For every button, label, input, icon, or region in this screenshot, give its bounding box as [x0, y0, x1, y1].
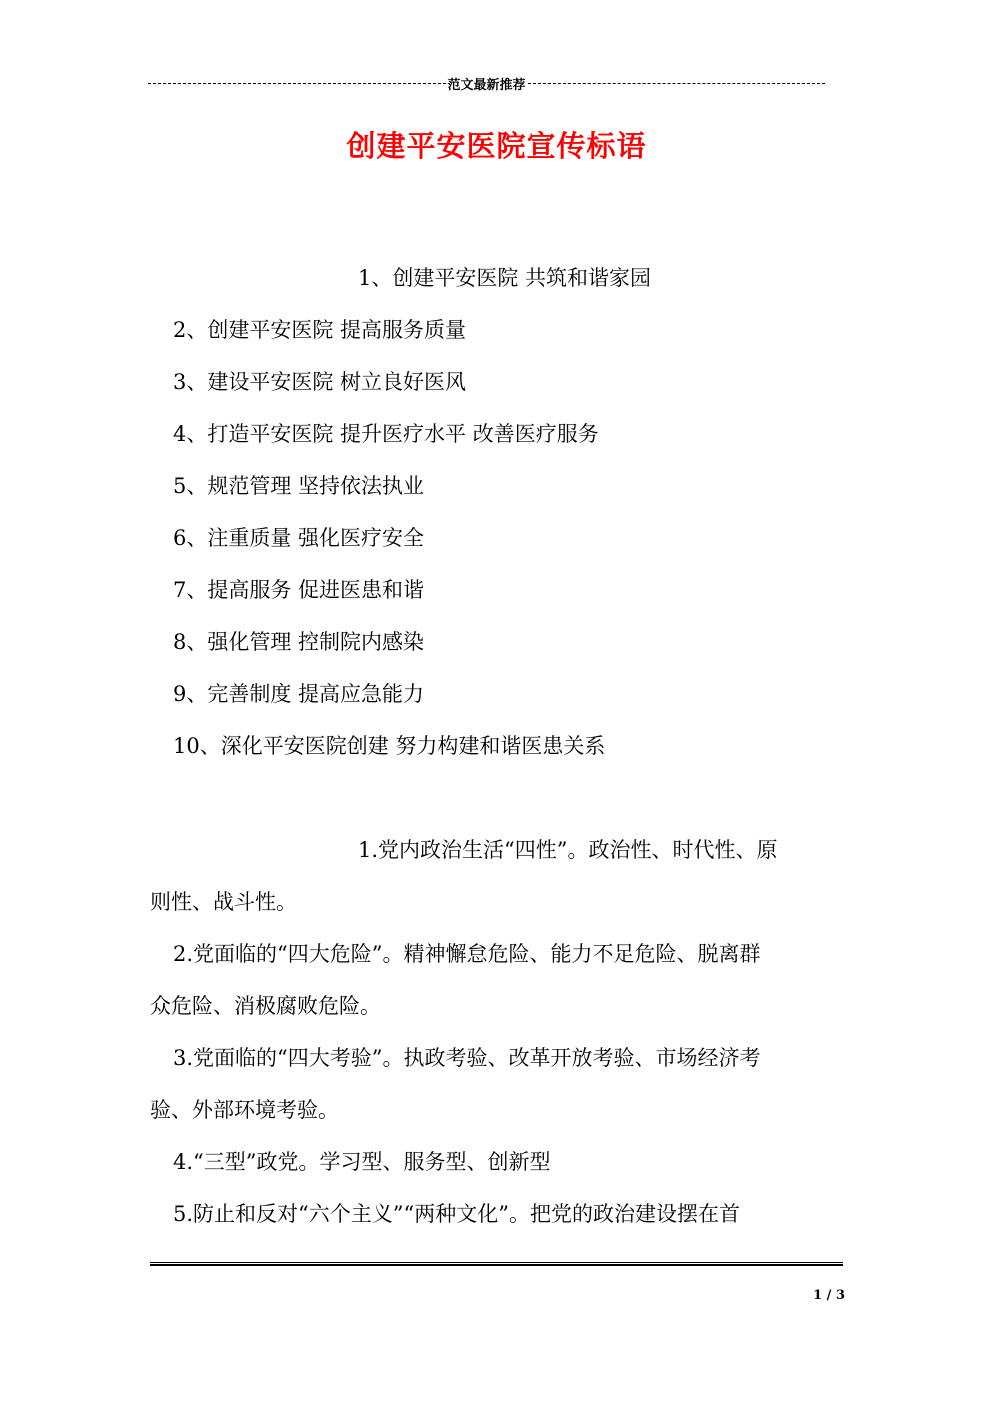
- footer-rule: [150, 1262, 843, 1266]
- slogan-2: 2、创建平安医院 提高服务质量: [173, 318, 467, 342]
- slogan-7: 7、提高服务 促进医患和谐: [173, 578, 425, 602]
- party-line-8: 5.防止和反对“六个主义”“两种文化”。把党的政治建设摆在首: [173, 1202, 740, 1226]
- party-line-5: 3.党面临的“四大考验”。执政考验、改革开放考验、市场经济考: [173, 1046, 761, 1070]
- slogan-4: 4、打造平安医院 提升医疗水平 改善医疗服务: [173, 422, 599, 446]
- page-number: 1 / 3: [813, 1288, 845, 1303]
- header-label: 范文最新推荐: [447, 77, 526, 93]
- slogan-10: 10、深化平安医院创建 努力构建和谐医患关系: [173, 734, 606, 758]
- party-line-6: 验、外部环境考验。: [150, 1098, 339, 1122]
- slogan-1: 1、创建平安医院 共筑和谐家园: [358, 266, 652, 290]
- slogan-5: 5、规范管理 坚持依法执业: [173, 474, 425, 498]
- slogan-6: 6、注重质量 强化医疗安全: [173, 526, 425, 550]
- page-header: [148, 73, 825, 93]
- party-line-3: 2.党面临的“四大危险”。精神懈怠危险、能力不足危险、脱离群: [173, 942, 761, 966]
- party-line-1: 1.党内政治生活“四性”。政治性、时代性、原: [358, 838, 778, 862]
- header-dash-left: [148, 83, 446, 84]
- party-line-4: 众危险、消极腐败危险。: [150, 994, 381, 1018]
- party-line-7: 4.“三型”政党。学习型、服务型、创新型: [173, 1150, 551, 1174]
- slogan-9: 9、完善制度 提高应急能力: [173, 682, 425, 706]
- slogan-8: 8、强化管理 控制院内感染: [173, 630, 425, 654]
- header-dash-right: [528, 83, 826, 84]
- document-title: 创建平安医院宣传标语: [346, 129, 647, 163]
- slogan-3: 3、建设平安医院 树立良好医风: [173, 370, 467, 394]
- party-line-2: 则性、战斗性。: [150, 890, 297, 914]
